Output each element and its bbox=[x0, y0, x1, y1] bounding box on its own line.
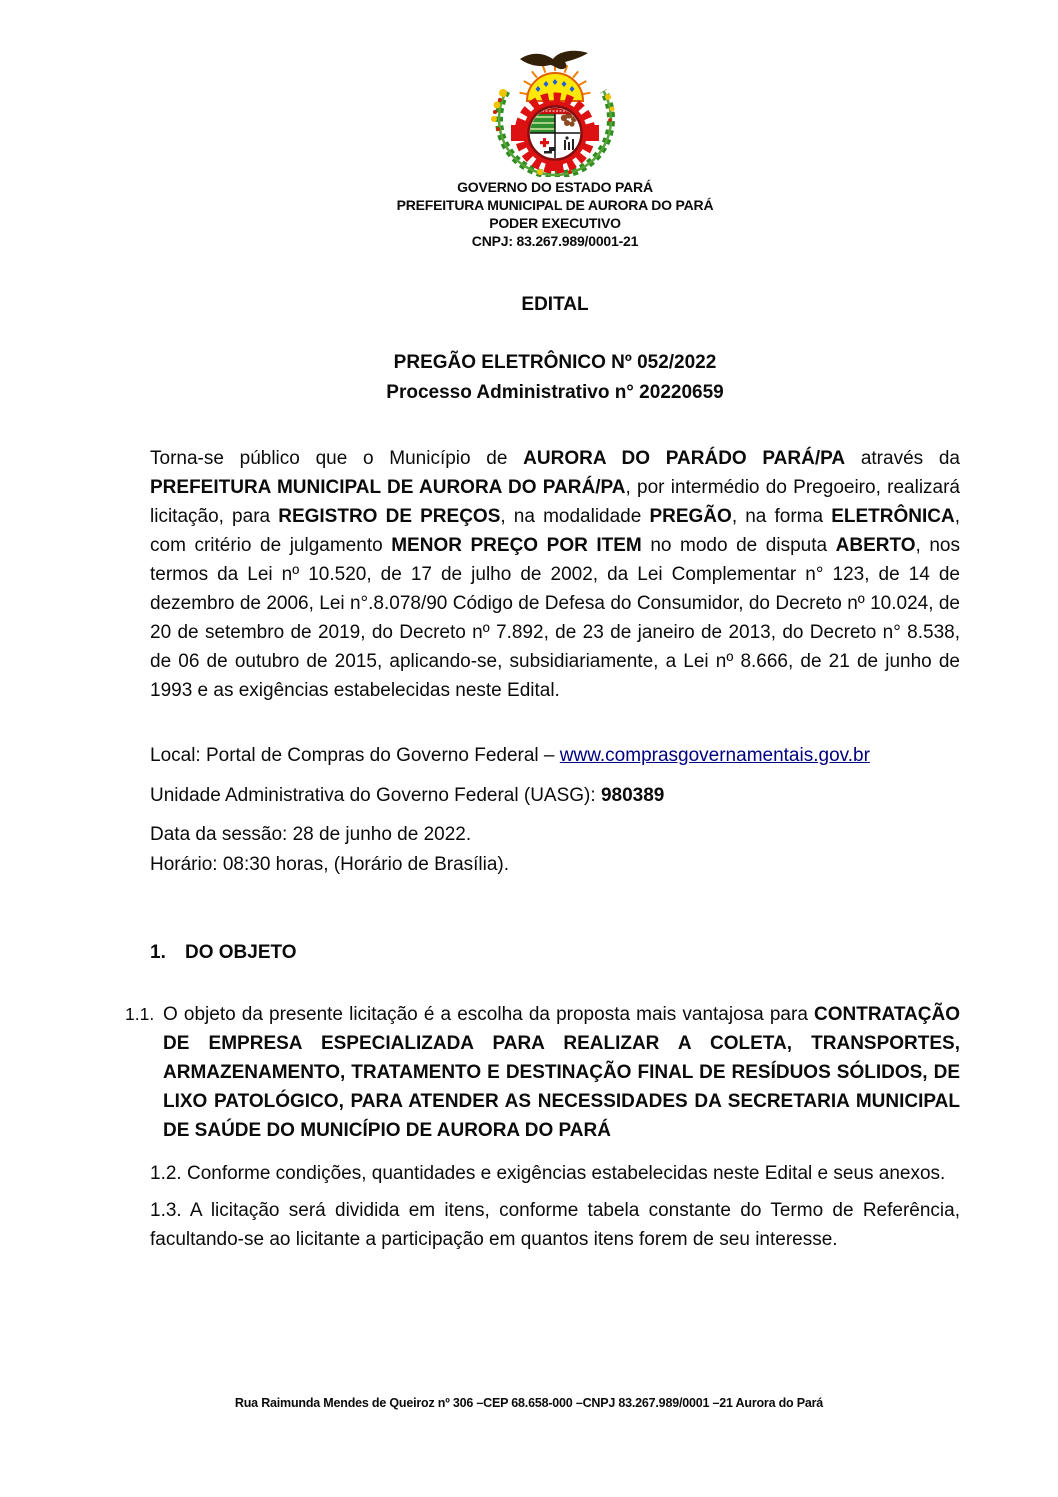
item-1-1-text: O objeto da presente licitação é a escolha da proposta mais vantajosa para CONTRATAÇÃO DE EMPRESA ESPECIALIZADA PARA REALIZAR A COLETA, TRANSPORTES, ARMAZENAMENTO, TRATAMENTO E DESTINAÇÃO FINAL DE RESÍDUOS SÓLIDOS, DE LIXO PATOLÓGICO, PARA ATENDER AS NECESSIDADES DA SECRETARIA MUNICIPAL DE SAÚDE DO MUNICÍPIO DE AURORA DO PARÁ bbox=[163, 1004, 960, 1141]
intro-paragraph: Torna-se público que o Município de AURORA DO PARÁDO PARÁ/PA através da PREFEITURA MUNICIPAL DE AURORA DO PARÁ/PA, por intermédio do Pregoeiro, realizará licitação, para REGISTRO DE PREÇOS, na modalidade PREGÃO, na forma ELETRÔNICA, com critério de julgamento MENOR PREÇO POR ITEM no modo de disputa ABERTO, nos termos da Lei nº 10.520, de 17 de julho de 2002, da Lei Complementar n° 123, de 14 de dezembro de 2006, Lei n°.8.078/90 Código de Defesa do Consumidor, do Decreto nº 10.024, de 20 de setembro de 2019, do Decreto nº 7.892, de 23 de janeiro de 2013, do Decreto n° 8.538, de 06 de outubro de 2015, aplicando-se, subsidiariamente, a Lei nº 8.666, de 21 de junho de 1993 e as exigências estabelecidas neste Edital. bbox=[150, 448, 960, 701]
location-label: Local: Portal de Compras do Governo Federal – bbox=[150, 745, 560, 766]
item-1-1 bbox=[125, 1000, 960, 1145]
org-cnpj-line: CNPJ: 83.267.989/0001-21 bbox=[471, 233, 639, 249]
footer-address-line: Rua Raimunda Mendes de Queiroz nº 306 –CEP 68.658-000 –CNPJ 83.267.989/0001 –21 Aurora do Pará bbox=[234, 1396, 824, 1410]
coat-of-arms-icon bbox=[480, 45, 630, 177]
uasg-value: 980389 bbox=[600, 785, 665, 806]
compras-governamentais-link[interactable]: www.comprasgovernamentais.gov.br bbox=[559, 745, 870, 766]
uasg-line bbox=[150, 781, 960, 810]
uasg-label: Unidade Administrativa do Governo Federal (UASG): bbox=[150, 785, 601, 806]
org-header bbox=[150, 178, 960, 250]
session-date-line: Data da sessão: 28 de junho de 2022. bbox=[150, 824, 472, 845]
gear-shield-icon bbox=[511, 97, 599, 171]
auction-number-line: PREGÃO ELETRÔNICO Nº 052/2022 bbox=[393, 352, 717, 373]
location-line bbox=[150, 741, 960, 770]
municipal-crest bbox=[480, 45, 630, 177]
section-1-number: 1. bbox=[150, 942, 166, 963]
session-info bbox=[150, 820, 960, 880]
process-number-line: Processo Administrativo n° 20220659 bbox=[386, 382, 724, 403]
section-1-heading bbox=[150, 942, 960, 964]
section-1-title: DO OBJETO bbox=[185, 942, 297, 963]
org-government-line: GOVERNO DO ESTADO PARÁ bbox=[457, 179, 653, 195]
item-1-3-text: 1.3. A licitação será dividida em itens, conforme tabela constante do Termo de Referência, facultando-se ao licitante a participação em quantos itens forem de seu interesse. bbox=[150, 1200, 960, 1250]
org-branch-line: PODER EXECUTIVO bbox=[489, 215, 621, 231]
item-1-1-number: 1.1. bbox=[125, 1004, 155, 1024]
document-subtitles bbox=[150, 348, 960, 408]
org-prefecture-line: PREFEITURA MUNICIPAL DE AURORA DO PARÁ bbox=[396, 197, 714, 213]
document-title: EDITAL bbox=[521, 294, 589, 315]
item-1-2-text: 1.2. Conforme condições, quantidades e exigências estabelecidas neste Edital e seus anexos. bbox=[150, 1163, 946, 1184]
session-time-line: Horário: 08:30 horas, (Horário de Brasília). bbox=[150, 854, 510, 875]
